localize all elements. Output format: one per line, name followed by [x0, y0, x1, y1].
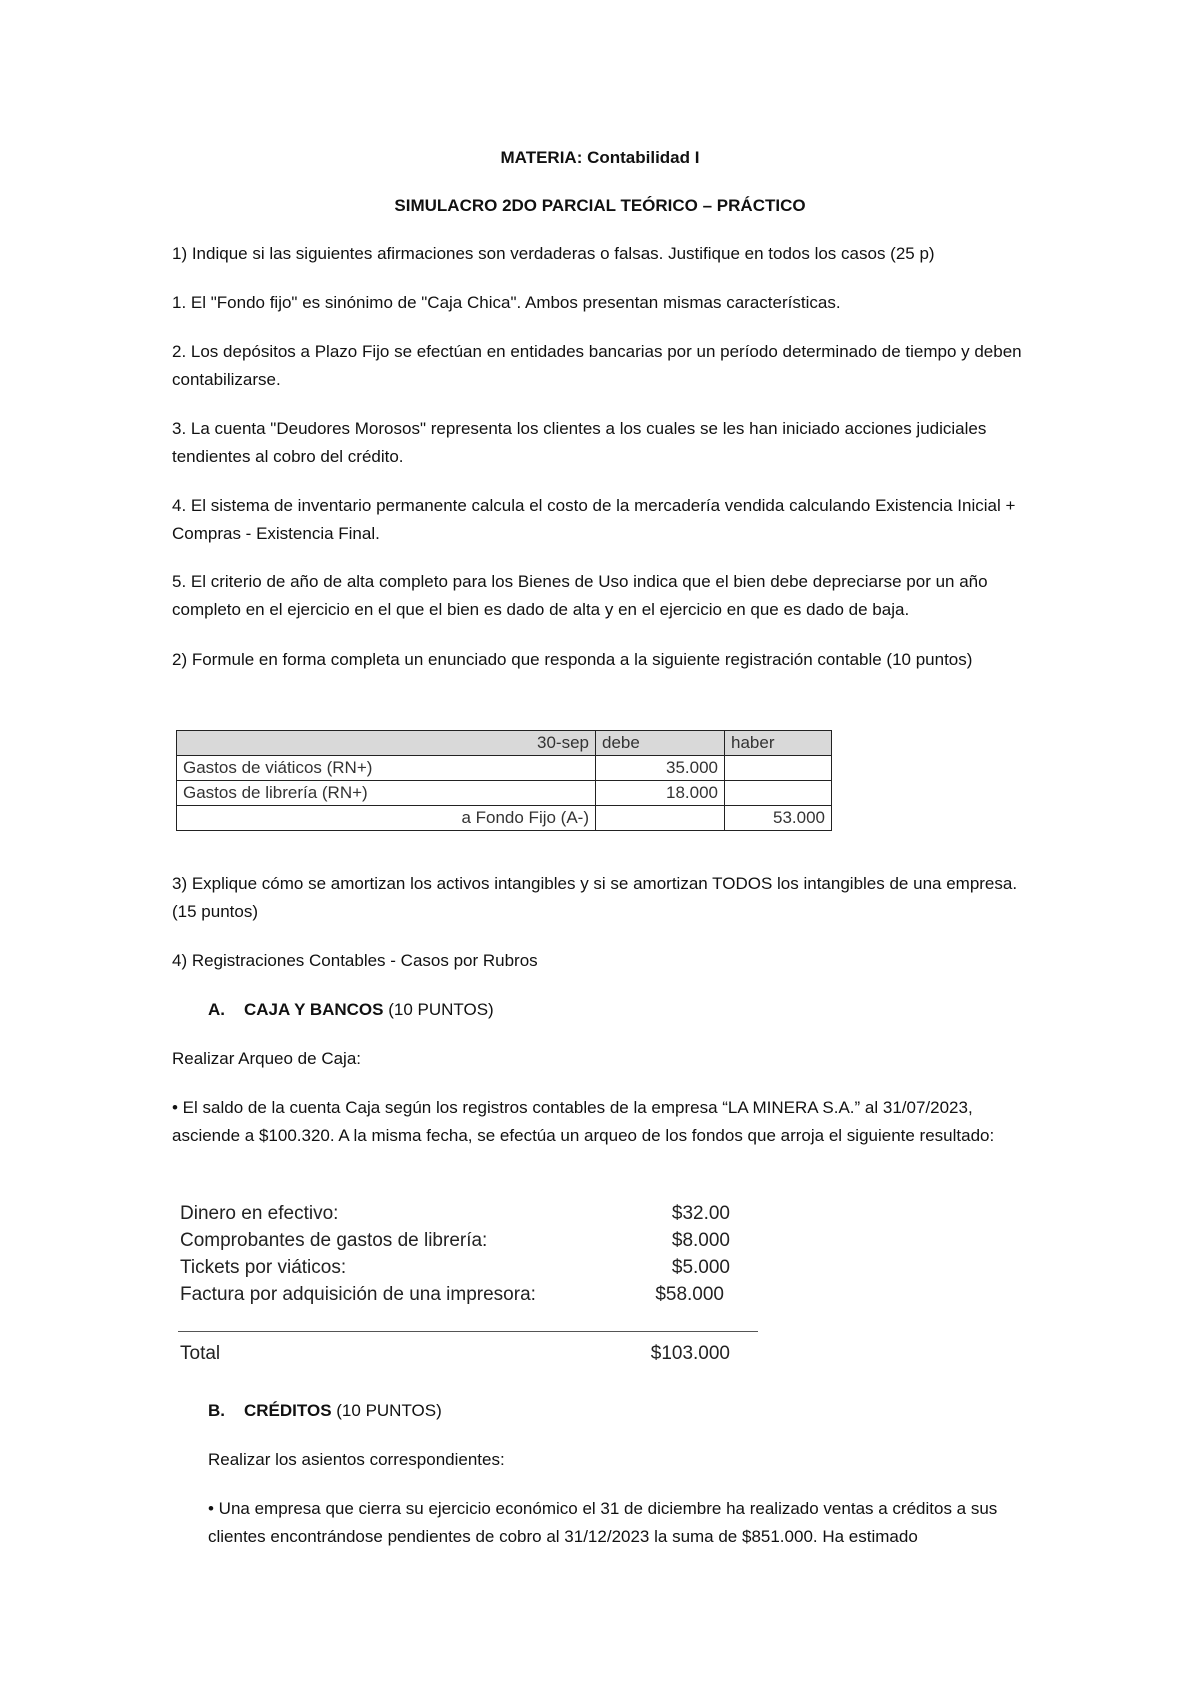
total-amount: $103.000: [650, 1343, 730, 1364]
header-date: 30-sep: [177, 731, 596, 756]
arqueo-label: Comprobantes de gastos de librería:: [180, 1230, 488, 1251]
haber-cell: 53.000: [725, 806, 832, 831]
debe-cell: 35.000: [596, 756, 725, 781]
arqueo-amount: $58.000: [655, 1284, 724, 1305]
total-divider: [178, 1331, 758, 1332]
header-haber: haber: [725, 731, 832, 756]
account-cell: Gastos de librería (RN+): [177, 781, 596, 806]
total-label: Total: [180, 1343, 221, 1364]
statement-3: 3. La cuenta "Deudores Morosos" representa los clientes a los cuales se les han iniciado acciones judiciales tendientes al cobro del crédito.: [172, 419, 987, 466]
arqueo-label: Dinero en efectivo:: [180, 1203, 339, 1224]
part-a-title: CAJA Y BANCOS: [244, 1000, 384, 1019]
part-a-points: (10 PUNTOS): [383, 1000, 494, 1019]
statement-1: 1. El "Fondo fijo" es sinónimo de "Caja Chica". Ambos presentan mismas características.: [172, 293, 841, 312]
statement-4: 4. El sistema de inventario permanente calcula el costo de la mercadería vendida calculando Existencia Inicial + Compras - Existencia Final.: [172, 496, 1016, 543]
part-b-title: CRÉDITOS: [244, 1401, 332, 1420]
part-b-letter: B.: [208, 1401, 225, 1420]
table-row: [177, 806, 832, 831]
list-item: [180, 1227, 760, 1254]
table-row: [177, 756, 832, 781]
question-1-instruction: 1) Indique si las siguientes afirmaciones son verdaderas o falsas. Justifique en todos los casos (25 p): [172, 244, 935, 263]
part-a-bullet: • El saldo de la cuenta Caja según los registros contables de la empresa “LA MINERA S.A.” al 31/07/2023, asciende a $100.320. A la misma fecha, se efectúa un arqueo de los fondos que arroja el siguiente resultado:: [172, 1098, 995, 1145]
statement-2: 2. Los depósitos a Plazo Fijo se efectúan en entidades bancarias por un período determinado de tiempo y deben contabilizarse.: [172, 342, 1022, 389]
part-a-heading: [208, 996, 494, 1024]
question-3-instruction: 3) Explique cómo se amortizan los activos intangibles y si se amortizan TODOS los intangibles de una empresa. (15 puntos): [172, 874, 1018, 921]
part-a-letter: A.: [208, 1000, 225, 1019]
part-b-points: (10 PUNTOS): [331, 1401, 442, 1420]
arqueo-amount: $8.000: [671, 1230, 730, 1251]
debe-cell: [596, 806, 725, 831]
arqueo-label: Factura por adquisición de una impresora:: [180, 1284, 536, 1305]
part-b-task: Realizar los asientos correspondientes:: [208, 1450, 505, 1469]
part-b-bullet: • Una empresa que cierra su ejercicio económico el 31 de diciembre ha realizado ventas a créditos a sus clientes encontrándose pendientes de cobro al 31/12/2023 la suma de $851.000. Ha estimado: [208, 1499, 998, 1546]
statement-5: 5. El criterio de año de alta completo para los Bienes de Uso indica que el bien debe depreciarse por un año completo en el ejercicio en el que el bien es dado de alta y en el ejercicio en que es dado de baja.: [172, 572, 988, 619]
question-4-instruction: 4) Registraciones Contables - Casos por Rubros: [172, 951, 538, 970]
arqueo-amount: $32.00: [671, 1203, 730, 1224]
course-title: MATERIA: Contabilidad I: [500, 148, 700, 167]
list-item: [180, 1281, 760, 1308]
arqueo-total-row: [180, 1340, 760, 1367]
arqueo-list: [180, 1200, 760, 1308]
part-b-heading: [208, 1397, 442, 1425]
haber-cell: [725, 756, 832, 781]
list-item: [180, 1254, 760, 1281]
debe-cell: 18.000: [596, 781, 725, 806]
account-cell: Gastos de viáticos (RN+): [177, 756, 596, 781]
list-item: [180, 1200, 760, 1227]
journal-entry-table: [176, 730, 832, 831]
haber-cell: [725, 781, 832, 806]
account-cell: a Fondo Fijo (A-): [177, 806, 596, 831]
exam-title: SIMULACRO 2DO PARCIAL TEÓRICO – PRÁCTICO: [394, 196, 806, 215]
arqueo-label: Tickets por viáticos:: [180, 1257, 347, 1278]
table-header-row: [177, 731, 832, 756]
header-debe: debe: [596, 731, 725, 756]
table-row: [177, 781, 832, 806]
question-2-instruction: 2) Formule en forma completa un enunciado que responda a la siguiente registración contable (10 puntos): [172, 650, 973, 669]
arqueo-amount: $5.000: [671, 1257, 730, 1278]
part-a-task: Realizar Arqueo de Caja:: [172, 1049, 362, 1068]
